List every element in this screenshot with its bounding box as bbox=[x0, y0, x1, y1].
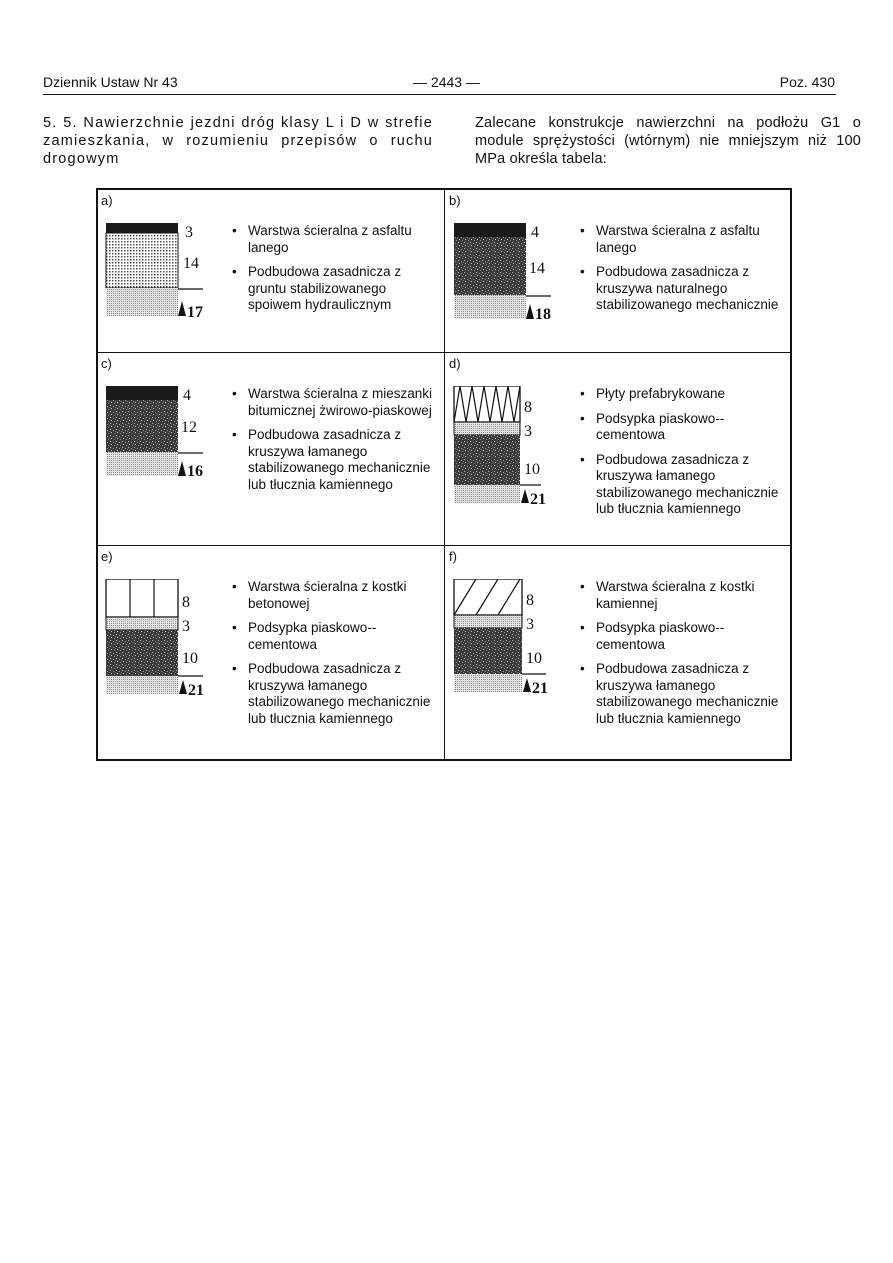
sand-cement-bedding bbox=[454, 615, 522, 628]
thickness-label: 8 bbox=[524, 399, 532, 416]
total-arrow-icon bbox=[178, 461, 186, 476]
list-item: • Podbudowa zasadnicza z gruntu stabilizowanego spoiwem hydraulicznym bbox=[228, 264, 433, 314]
aggregate-layer bbox=[454, 435, 520, 485]
thickness-label: 3 bbox=[182, 618, 190, 635]
total-thickness: 21 bbox=[532, 680, 548, 697]
layer-diagram-e bbox=[103, 579, 213, 699]
total-arrow-icon bbox=[521, 489, 529, 503]
subgrade bbox=[454, 295, 526, 319]
total-thickness: 21 bbox=[188, 682, 204, 699]
cell-label: f) bbox=[449, 549, 457, 564]
list-item: • Płyty prefabrykowane bbox=[576, 386, 781, 403]
cell-e bbox=[98, 546, 444, 761]
layer-diagram-d bbox=[451, 386, 561, 508]
journal-title: Dziennik Ustaw Nr 43 bbox=[43, 74, 178, 90]
list-item: • Podbudowa zasadnicza z kruszywa łamanego stabilizowanego mechanicznie lub tłucznia kamiennego bbox=[228, 427, 433, 493]
thickness-label: 14 bbox=[183, 255, 199, 272]
total-thickness: 17 bbox=[187, 304, 203, 321]
cell-label: a) bbox=[101, 193, 113, 208]
stabilized-soil-layer bbox=[106, 233, 178, 288]
cell-b bbox=[446, 190, 792, 352]
list-item: • Warstwa ścieralna z asfaltu lanego bbox=[576, 223, 781, 256]
cell-f bbox=[446, 546, 792, 761]
asphalt-layer bbox=[106, 223, 178, 233]
cell-d bbox=[446, 353, 792, 545]
total-thickness: 16 bbox=[187, 463, 203, 480]
pavement-table bbox=[96, 188, 792, 761]
stone-sett-layer bbox=[454, 579, 522, 615]
subgrade bbox=[106, 452, 178, 476]
thickness-label: 10 bbox=[526, 650, 542, 667]
thickness-label: 10 bbox=[524, 461, 540, 478]
layer-diagram-a bbox=[103, 223, 213, 333]
layer-list bbox=[576, 579, 781, 735]
layer-diagram-c bbox=[103, 386, 213, 496]
list-item: • Podsypka piaskowo--cementowa bbox=[576, 620, 781, 653]
thickness-label: 3 bbox=[526, 616, 534, 633]
thickness-label: 4 bbox=[531, 224, 539, 241]
cell-label: e) bbox=[101, 549, 113, 564]
list-item: • Podsypka piaskowo--cementowa bbox=[228, 620, 433, 653]
total-thickness: 21 bbox=[530, 491, 546, 508]
thickness-label: 4 bbox=[183, 387, 191, 404]
aggregate-layer bbox=[106, 400, 178, 452]
cell-a bbox=[98, 190, 444, 352]
cell-label: b) bbox=[449, 193, 461, 208]
list-item: • Warstwa ścieralna z kostki betonowej bbox=[228, 579, 433, 612]
list-item: • Podbudowa zasadnicza z kruszywa łamanego stabilizowanego mechanicznie lub tłucznia kamiennego bbox=[576, 661, 781, 727]
list-item: • Podbudowa zasadnicza z kruszywa łamanego stabilizowanego mechanicznie lub tłucznia kamiennego bbox=[228, 661, 433, 727]
thickness-label: 10 bbox=[182, 650, 198, 667]
layer-list bbox=[576, 386, 781, 526]
aggregate-layer bbox=[106, 630, 178, 676]
total-arrow-icon bbox=[526, 304, 534, 319]
layer-diagram-f bbox=[451, 579, 561, 697]
subgrade bbox=[454, 485, 520, 503]
section-heading: 5. 5. Nawierzchnie jezdni dróg klasy L i D w strefie zamieszkania, w rozumieniu przepisów o ruchu drogowym bbox=[43, 115, 433, 167]
position-number: Poz. 430 bbox=[779, 74, 835, 90]
subgrade bbox=[106, 676, 178, 694]
layer-list bbox=[228, 579, 433, 735]
intro-paragraph: Zalecane konstrukcje nawierzchni na podłożu G1 o module sprężystości (wtórnym) nie mniejszym niż 100 MPa określa tabela: bbox=[475, 115, 861, 167]
cell-label: c) bbox=[101, 356, 112, 371]
total-arrow-icon bbox=[523, 678, 531, 692]
thickness-label: 14 bbox=[529, 260, 545, 277]
thickness-label: 12 bbox=[181, 419, 197, 436]
list-item: • Warstwa ścieralna z mieszanki bitumicznej żwirowo-piaskowej bbox=[228, 386, 433, 419]
total-arrow-icon bbox=[179, 680, 187, 694]
thickness-label: 3 bbox=[185, 224, 193, 241]
table-column-divider bbox=[444, 190, 445, 759]
page-number: — 2443 — bbox=[413, 74, 480, 90]
aggregate-layer bbox=[454, 628, 522, 674]
bituminous-layer bbox=[106, 386, 178, 400]
aggregate-layer bbox=[454, 237, 526, 295]
thickness-label: 8 bbox=[526, 592, 534, 609]
cell-label: d) bbox=[449, 356, 461, 371]
list-item: • Warstwa ścieralna z asfaltu lanego bbox=[228, 223, 433, 256]
subgrade bbox=[106, 288, 178, 316]
list-item: • Podbudowa zasadnicza z kruszywa naturalnego stabilizowanego mechanicznie bbox=[576, 264, 781, 314]
asphalt-layer bbox=[454, 223, 526, 237]
concrete-paver-layer bbox=[106, 579, 178, 617]
sand-cement-bedding bbox=[454, 422, 520, 435]
layer-list bbox=[576, 223, 781, 322]
layer-list bbox=[228, 386, 433, 501]
header-rule bbox=[43, 94, 836, 95]
list-item: • Podbudowa zasadnicza z kruszywa łamanego stabilizowanego mechanicznie lub tłucznia kamiennego bbox=[576, 452, 781, 518]
subgrade bbox=[454, 674, 522, 692]
list-item: • Podsypka piaskowo--cementowa bbox=[576, 411, 781, 444]
thickness-label: 8 bbox=[182, 594, 190, 611]
layer-diagram-b bbox=[451, 223, 561, 333]
list-item: • Warstwa ścieralna z kostki kamiennej bbox=[576, 579, 781, 612]
layer-list bbox=[228, 223, 433, 322]
thickness-label: 3 bbox=[524, 423, 532, 440]
total-arrow-icon bbox=[178, 301, 186, 316]
cell-c bbox=[98, 353, 444, 545]
total-thickness: 18 bbox=[535, 306, 551, 323]
sand-cement-bedding bbox=[106, 617, 178, 630]
